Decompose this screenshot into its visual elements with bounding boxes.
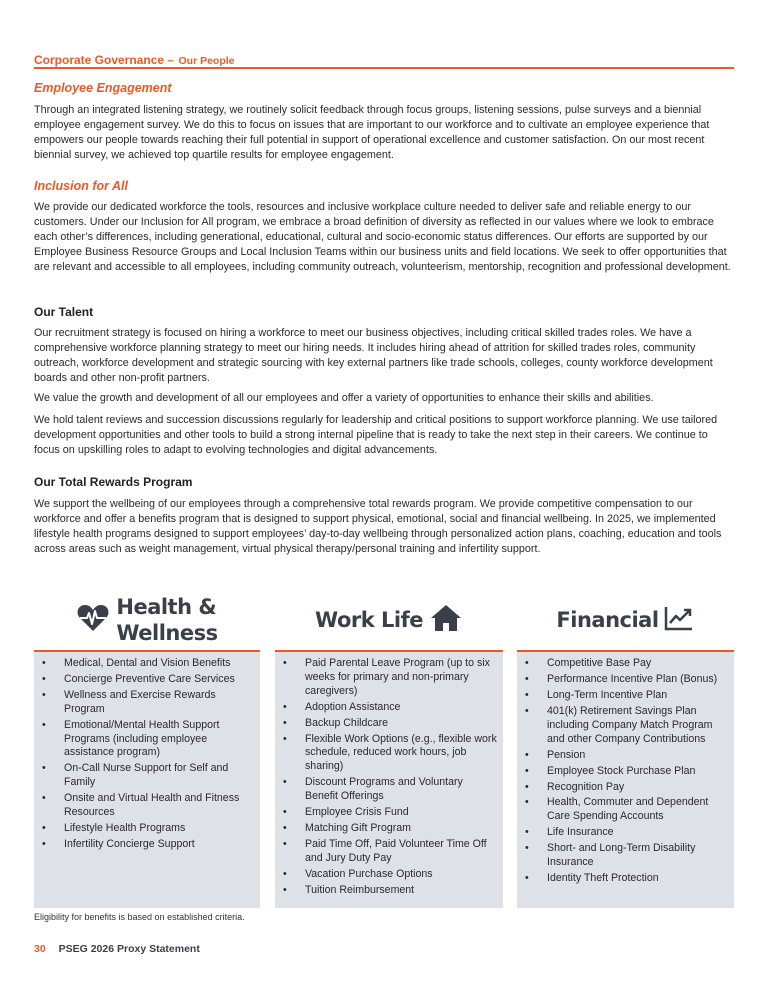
list-item: • Life Insurance	[525, 826, 728, 840]
work-life-benefits-list	[275, 652, 503, 897]
talent-paragraph-1: Our recruitment strategy is focused on hiring a workforce to meet our business objectives, including critical skilled trades roles. We have a comprehensive workforce planning strategy to meet our hiring needs. It includes hiring ahead of attrition for skilled trades roles, community outreach, workforce development and strategic sourcing with key external partners like trade schools, colleges, county workforce development boards and other non-profit partners.	[34, 327, 713, 384]
heading-our-talent: Our Talent	[34, 305, 94, 319]
list-item: • Competitive Base Pay	[525, 657, 728, 671]
eligibility-footnote: Eligibility for benefits is based on established criteria.	[34, 912, 245, 922]
financial-panel	[517, 650, 734, 908]
document-title: PSEG 2026 Proxy Statement	[58, 943, 200, 955]
list-item: • Concierge Preventive Care Services	[42, 673, 254, 687]
talent-paragraph-2: We value the growth and development of all our employees and offer a variety of opportunities to enhance their skills and abilities.	[34, 392, 654, 404]
list-item: • Wellness and Exercise Rewards Program	[42, 689, 254, 717]
heading-total-rewards: Our Total Rewards Program	[34, 475, 193, 489]
list-item: • Pension	[525, 749, 728, 763]
list-item: • Performance Incentive Plan (Bonus)	[525, 673, 728, 687]
list-item: • Identity Theft Protection	[525, 872, 728, 886]
list-item: • Backup Childcare	[283, 717, 497, 731]
header-subsection: Our People	[178, 55, 235, 67]
list-item: • On-Call Nurse Support for Self and Family	[42, 762, 254, 790]
work-life-header	[275, 590, 503, 650]
heading-inclusion-for-all: Inclusion for All	[34, 179, 128, 193]
heart-pulse-icon	[76, 603, 110, 638]
running-header	[34, 51, 734, 69]
list-item: • Recognition Pay	[525, 781, 728, 795]
health-wellness-panel	[34, 650, 260, 908]
health-wellness-title	[116, 594, 217, 646]
list-item: • Discount Programs and Voluntary Benefit Offerings	[283, 776, 497, 804]
list-item: • Employee Stock Purchase Plan	[525, 765, 728, 779]
header-section: Corporate Governance –	[34, 53, 175, 67]
list-item: • Paid Parental Leave Program (up to six weeks for primary and non-primary caregivers)	[283, 657, 497, 698]
list-item: • Emotional/Mental Health Support Programs (including employee assistance program)	[42, 719, 254, 760]
list-item: • Long-Term Incentive Plan	[525, 689, 728, 703]
talent-paragraph-3: We hold talent reviews and succession discussions regularly for leadership and critical positions to support workforce planning. We use tailored development opportunities and other tools to build a strong internal pipeline that is ready to take the next step in their careers. We continue to focus on upskilling roles to adapt to evolving technologies and digital advancements.	[34, 414, 718, 456]
list-item: • Matching Gift Program	[283, 822, 497, 836]
list-item: • Vacation Purchase Options	[283, 868, 497, 882]
list-item: • Flexible Work Options (e.g., flexible work schedule, reduced work hours, job sharing)	[283, 733, 497, 774]
financial-benefits-list	[517, 652, 734, 886]
list-item: • Infertility Concierge Support	[42, 838, 254, 852]
list-item: • Employee Crisis Fund	[283, 806, 497, 820]
list-item: • Paid Time Off, Paid Volunteer Time Off and Jury Duty Pay	[283, 838, 497, 866]
health-wellness-header	[34, 590, 260, 650]
financial-header	[517, 590, 734, 650]
list-item: • Health, Commuter and Dependent Care Spending Accounts	[525, 796, 728, 824]
list-item: • Lifestyle Health Programs	[42, 822, 254, 836]
list-item: • Medical, Dental and Vision Benefits	[42, 657, 254, 671]
page-number: 30	[34, 943, 46, 955]
growth-chart-icon	[663, 604, 695, 637]
list-item: • Short- and Long-Term Disability Insurance	[525, 842, 728, 870]
inclusion-paragraph: We provide our dedicated workforce the tools, resources and inclusive workplace culture needed to deliver safe and reliable energy to our customers. Under our Inclusion for All program, we embrace a broad definition of diversity as reflected in our values where we look to embrace each other’s differences, including generational, educational, cultural and socio-economic status differences. Our efforts are supported by our Employee Business Resource Groups and Local Inclusion Teams within our business units and field locations. We seek to offer opportunities that are relevant and accessible to all employees, including community outreach, volunteerism, mentorship, recognition and professional development.	[34, 201, 731, 273]
health-title-line1: Health &	[116, 595, 217, 619]
financial-title: Financial	[556, 608, 659, 632]
health-title-line2: Wellness	[116, 621, 218, 645]
work-life-title: Work Life	[315, 608, 423, 632]
rewards-paragraph: We support the wellbeing of our employees through a comprehensive total rewards program. We provide competitive compensation to our workforce and offer a benefits program that is designed to support physical, emotional, social and financial wellbeing. In 2025, we implemented lifestyle health programs designed to support employees’ day-to-day wellbeing through personalized action plans, coaching, education and tools across areas such as weight management, virtual physical therapy/personal training and infertility support.	[34, 498, 722, 555]
list-item: • Adoption Assistance	[283, 701, 497, 715]
house-icon	[429, 603, 463, 638]
work-life-panel	[275, 650, 503, 908]
engagement-paragraph: Through an integrated listening strategy, we routinely solicit feedback through focus groups, listening sessions, pulse surveys and a biennial employee engagement survey. We do this to focus on issues that are important to our workforce and to cultivate an employee experience that empowers our people towards reaching their full potential in support of operational excellence and customer satisfaction. On our most recent biennial survey, we achieved top quartile results for employee engagement.	[34, 104, 710, 161]
list-item: • Tuition Reimbursement	[283, 884, 497, 898]
health-benefits-list	[34, 652, 260, 852]
heading-employee-engagement: Employee Engagement	[34, 81, 172, 95]
list-item: • Onsite and Virtual Health and Fitness Resources	[42, 792, 254, 820]
page-footer	[34, 943, 200, 955]
list-item: • 401(k) Retirement Savings Plan including Company Match Program and other Company Contributions	[525, 705, 728, 746]
